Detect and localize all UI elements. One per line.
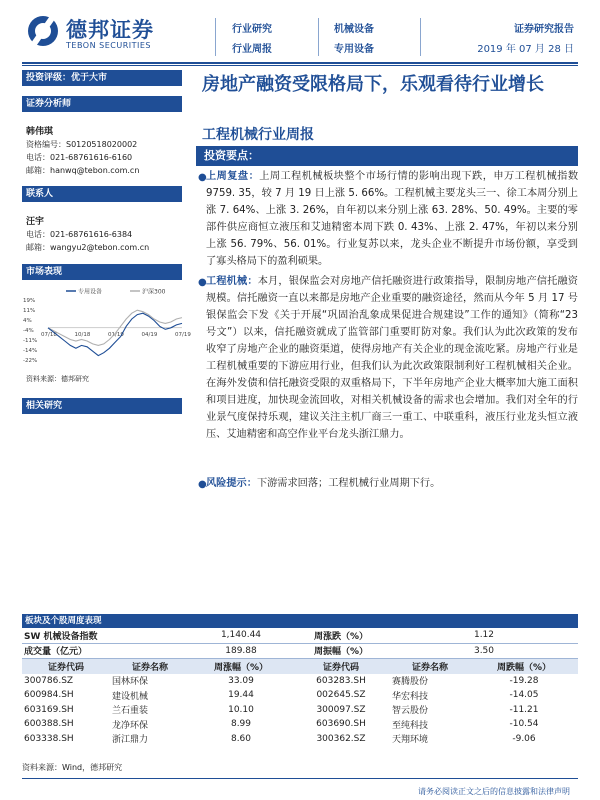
volume-label: 成交量（亿元） — [22, 643, 190, 659]
stock-code: 300362.SZ — [316, 733, 366, 744]
stock-loss: -10.54 — [509, 719, 539, 730]
header-subindustry: 专用设备 — [334, 44, 374, 55]
stock-gain: 19.44 — [228, 690, 254, 701]
column-header: 证券名称 — [390, 659, 470, 674]
bullet-icon: ● — [198, 479, 207, 490]
y-tick-label: 4% — [23, 318, 32, 324]
summary-paragraph — [206, 168, 578, 270]
table-row — [22, 732, 578, 747]
x-tick-label: 04/19 — [141, 331, 158, 338]
logo-mark-icon — [28, 16, 58, 46]
header-separator — [215, 18, 216, 56]
key-points-heading: 投资要点： — [196, 146, 578, 166]
stock-name: 龙净环保 — [112, 720, 149, 731]
paragraph-heading: 上周复盘： — [206, 171, 260, 182]
stock-performance-table — [22, 628, 578, 746]
analyst-cert: 资格编号：S0120518020002 — [26, 140, 138, 149]
report-title: 房地产融资受限格局下，乐观看待行业增长 — [202, 74, 544, 95]
stock-name: 智云股份 — [392, 706, 429, 717]
related-heading: 相关研究 — [22, 398, 182, 414]
x-tick-label: 01/19 — [108, 331, 124, 338]
footer-rule — [22, 778, 578, 779]
table-row — [22, 674, 578, 689]
paragraph-body: 上周工程机械板块整个市场行情的影响出现下跌，申万工程机械指数 9759. 35，较 7 月 19 日上涨 5. 66%。工程机械主要龙头三一、徐工本周分别上涨 7. 64%、上涨 3. 26%，自年初以来分别上涨 63. 28%、50. 49%。主要的零部件供应商恒立液压和艾迪精密本周下跌 0. 43%、上涨 2. 47%，年初以来分别上涨 56. 79%、56. 01%。行业复苏以来，龙头企业不断提升市场份额，享受到了寡头格局下的盈利硕果。 — [206, 171, 579, 267]
stock-code: 600388.SH — [24, 719, 74, 730]
y-tick-label: -14% — [23, 348, 38, 354]
market-heading: 市场表现 — [22, 264, 182, 280]
stock-name: 建设机械 — [112, 691, 149, 702]
legend-label: 专用设备 — [78, 288, 103, 296]
y-tick-label: -11% — [23, 338, 38, 344]
summary-row — [22, 628, 578, 643]
index-value: 1,140.44 — [190, 628, 292, 643]
stock-loss: -19.28 — [509, 675, 539, 686]
table-row — [22, 688, 578, 703]
table-header-row — [22, 659, 578, 674]
logo-text: 德邦证券 — [66, 17, 154, 42]
paragraph-body: 本月，银保监会对房地产信托融资进行政策指导，限制房地产信托融资规模。信托融资一直以来都是房地产企业重要的融资途径，然而从今年 5 月 17 号银保监会下发《关于开展“巩固治乱象成果促进合规建设”工作的通知》（简称“23 号文”）以来，信托融资就成了监管部门重要盯防对象。我们认为此次政策的发布收窄了房地产企业的融资渠道，使得房地产有关企业的现金流吃紧。房地产行业是工程机械重要的下游应用行业，但我们认为此次政策限制利好工程机械相关企业。在海外发债和信托融资受限的双重格局下，下半年房地产企业大概率加大施工面积和项目进度，加快现金流回收，对相关机械设备的需求也会增加。我们对全年的行业景气度保持乐观，建议关注主机厂商三一重工、中联重科，液压行业龙头恒立液压、艾迪精密和高空作业平台龙头浙江鼎力。 — [206, 276, 578, 440]
x-tick-label: 07/18 — [41, 331, 57, 338]
company-logo — [28, 14, 178, 54]
stock-name: 华宏科技 — [392, 691, 429, 702]
stock-code: 603283.SH — [316, 675, 366, 686]
paragraph-body: 下游需求回落；工程机械行业周期下行。 — [256, 478, 441, 489]
stock-code: 002645.SZ — [316, 690, 366, 701]
contact-name: 汪宇 — [26, 217, 45, 227]
amplitude-label: 周振幅（%） — [292, 643, 390, 659]
column-header: 周跌幅（%） — [470, 659, 578, 674]
stock-name: 国林环保 — [112, 677, 149, 688]
stock-code: 300786.SZ — [24, 675, 74, 686]
market-performance-chart — [22, 282, 191, 372]
stock-name: 天翔环境 — [392, 735, 429, 746]
column-header: 证券代码 — [22, 659, 110, 674]
header-category: 行业研究 — [232, 24, 272, 35]
volume-value: 189.88 — [190, 643, 292, 659]
stock-code: 603169.SH — [24, 704, 74, 715]
contact-email[interactable]: 邮箱：wangyu2@tebon.com.cn — [26, 243, 150, 252]
stock-loss: -11.21 — [509, 704, 539, 715]
stock-code: 603690.SH — [316, 719, 366, 730]
stock-loss: -14.05 — [509, 690, 539, 701]
y-tick-label: -22% — [23, 358, 38, 364]
weekly-change-value: 1.12 — [390, 628, 578, 643]
index-label: SW 机械设备指数 — [22, 628, 190, 643]
stock-gain: 8.60 — [230, 733, 252, 744]
y-tick-label: 11% — [23, 308, 36, 314]
column-header: 周涨幅（%） — [190, 659, 292, 674]
paragraph-heading: 工程机械： — [206, 276, 258, 287]
stock-name: 至纯科技 — [392, 720, 429, 731]
machinery-paragraph — [206, 273, 578, 443]
summary-row — [22, 643, 578, 659]
y-tick-label: -4% — [23, 328, 34, 334]
footer-disclaimer[interactable]: 请务必阅读正文之后的信息披露和法律声明 — [418, 787, 570, 796]
stock-loss: -9.06 — [512, 733, 536, 744]
amplitude-value: 3.50 — [390, 643, 578, 659]
stock-code: 600984.SH — [24, 690, 74, 701]
y-tick-label: 19% — [23, 298, 36, 304]
header-rule — [22, 65, 578, 66]
header-rule — [22, 62, 578, 64]
chart-source: 资料来源：德邦研究 — [26, 375, 89, 383]
report-type: 证券研究报告 — [514, 24, 574, 35]
table-title: 板块及个股周度表现 — [22, 614, 578, 628]
report-date: 2019 年 07 月 28 日 — [477, 44, 574, 55]
stock-gain: 8.99 — [230, 719, 252, 730]
legend-label: 沪深300 — [142, 288, 166, 296]
analyst-phone: 电话：021-68761616-6160 — [26, 153, 133, 162]
column-header: 证券名称 — [110, 659, 190, 674]
stock-code: 300097.SZ — [316, 704, 366, 715]
x-tick-label: 07/19 — [175, 331, 191, 338]
header-subcategory: 行业周报 — [232, 44, 272, 55]
bullet-icon: ● — [198, 172, 207, 183]
header-separator — [420, 18, 421, 56]
stock-code: 603338.SH — [24, 733, 74, 744]
report-subtitle: 工程机械行业周报 — [202, 127, 314, 143]
stock-gain: 10.10 — [228, 704, 254, 715]
stock-name: 浙江鼎力 — [112, 735, 149, 746]
logo-english: TEBON SECURITIES — [66, 41, 151, 50]
header-industry: 机械设备 — [334, 24, 374, 35]
table-row — [22, 703, 578, 718]
weekly-change-label: 周涨跌（%） — [292, 628, 390, 643]
stock-name: 赛腾股份 — [392, 677, 429, 688]
contact-phone: 电话：021-68761616-6384 — [26, 230, 133, 239]
analyst-email[interactable]: 邮箱：hanwq@tebon.com.cn — [26, 166, 140, 175]
rating-bar: 投资评级：优于大市 — [22, 70, 182, 86]
stock-gain: 33.09 — [228, 675, 254, 686]
contact-heading: 联系人 — [22, 186, 182, 202]
column-header: 证券代码 — [292, 659, 390, 674]
analyst-name: 韩伟琪 — [26, 127, 54, 137]
x-tick-label: 10/18 — [74, 331, 91, 338]
header-separator — [318, 18, 319, 56]
bullet-icon: ● — [198, 277, 207, 288]
stock-name: 兰石重装 — [112, 706, 149, 717]
paragraph-heading: 风险提示： — [206, 478, 257, 489]
table-source: 资料来源：Wind，德邦研究 — [22, 763, 123, 772]
analyst-heading: 证券分析师 — [22, 96, 182, 112]
table-row — [22, 717, 578, 732]
risk-paragraph — [206, 475, 578, 492]
